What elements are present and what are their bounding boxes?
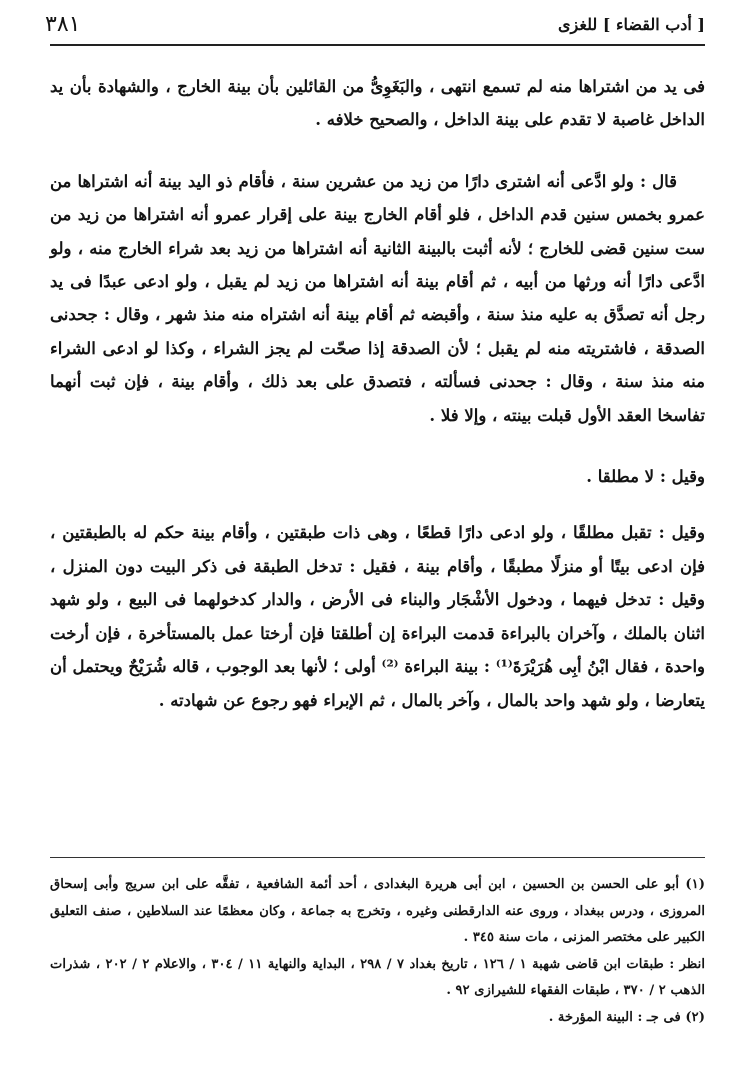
page-header xyxy=(45,6,705,42)
footnote-1-references: انظر : طبقات ابن قاضى شهبة ١ / ١٢٦ ، تاريخ بغداد ٧ / ٢٩٨ ، البداية والنهاية ١١ / ٣٠٤ ، والاعلام ٢ / ٢٠٢ ، شذرات الذهب ٢ / ٣٧٠ ، طبقات الفقهاء للشيرازى ٩٢ . xyxy=(50,956,706,998)
running-head: [ أدب القضاء ] للغزى xyxy=(558,14,705,34)
footnote-rule xyxy=(50,857,705,858)
paragraph-4: وقيل : تقبل مطلقًا ، ولو ادعى دارًا قطعًا ، وهى ذات طبقتين ، وأقام بينة حكم له بالطبقتين ، فإن ادعى بيتًا أو منزلًا مطبقًا ، وأقام بينة ، فقيل : تدخل الطبقة فى ذكر البيت دون المنزل ، وقيل : تدخل فيهما ، ودخول الأشْجَار والبناء فى الأرض ، والدار كدخولهما فى البيع ، ولو شهد اثنان بالملك ، وآخران بالبراءة قدمت البراءة إن أطلقتا فإن أرختا عمل بالمستأخرة ، فإن أرخت واحدة ، فقال ابْنُ أبِى هُرَيْرَةَ⁽¹⁾ : بينة البراءة ⁽²⁾ أولى ؛ لأنها بعد الوجوب ، قاله شُرَيْحٌ ويحتمل أن يتعارضا ، ولو شهد واحد بالمال ، وآخر بالمال ، ثم الإبراء فهو رجوع عن شهادته . xyxy=(50,523,706,710)
footnotes xyxy=(50,872,705,1031)
paragraph-1: فى يد من اشتراها منه لم تسمع انتهى ، والبَغَوِىُّ من القائلين بأن بينة الخارج ، والشهادة بأن يد الداخل غاصبة لا تقدم على بينة الداخل ، والصحيح خلافه . xyxy=(50,77,705,130)
page-number: ٣٨١ xyxy=(45,11,81,37)
header-rule xyxy=(50,44,705,46)
footnote-2: (٢) فى جـ : البينة المؤرخة . xyxy=(548,1009,705,1025)
paragraph-2: قال : ولو ادَّعى أنه اشترى دارًا من زيد من عشرين سنة ، فأقام ذو اليد بينة أنه اشتراها من عمرو بخمس سنين قدم الداخل ، فلو أقام الخارج بينة على إقرار عمرو أنه اشتراها من زيد من ست سنين قضى للخارج ؛ لأنه أثبت بالبينة الثانية أنه اشتراها من زيد بعد شراء الخارج منه ، ولو ادَّعى دارًا أنه ورثها من أبيه ، ثم أقام بينة أنه اشتراها من زيد لم يقبل ، ولو ادعى عبدًا فى يد رجل أنه تصدَّق به عليه منذ سنة ، وأقبضه ثم أقام بينة أنه اشتراه منه منذ شهر ، وقال : جحدنى الصدقة ، فاشتريته منه لم يقبل ؛ لأن الصدقة إذا صحّت لم يجز الشراء ، وكذا لو ادعى الشراء منه منذ سنة ، وقال : جحدنى فسألته ، فتصدق على بعد ذلك ، وأقام بينة ، فإن ثبت أنهما تفاسخا العقد الأول قبلت بينته ، وإلا فلا . xyxy=(50,171,705,425)
paragraph-3: وقيل : لا مطلقا . xyxy=(586,467,705,487)
footnote-1: (١) أبو على الحسن بن الحسين ، ابن أبى هريرة البغدادى ، أحد أئمة الشافعية ، تفقَّه على ابن سريج وأبى إسحاق المروزى ، ودرس ببغداد ، وروى عنه الدارقطنى وغيره ، وتخرج به جماعة ، وكان معظمًا عند السلاطين ، صنف التعليق الكبير على مختصر المزنى ، مات سنة ٣٤٥ . xyxy=(50,877,705,945)
main-text xyxy=(50,70,705,717)
